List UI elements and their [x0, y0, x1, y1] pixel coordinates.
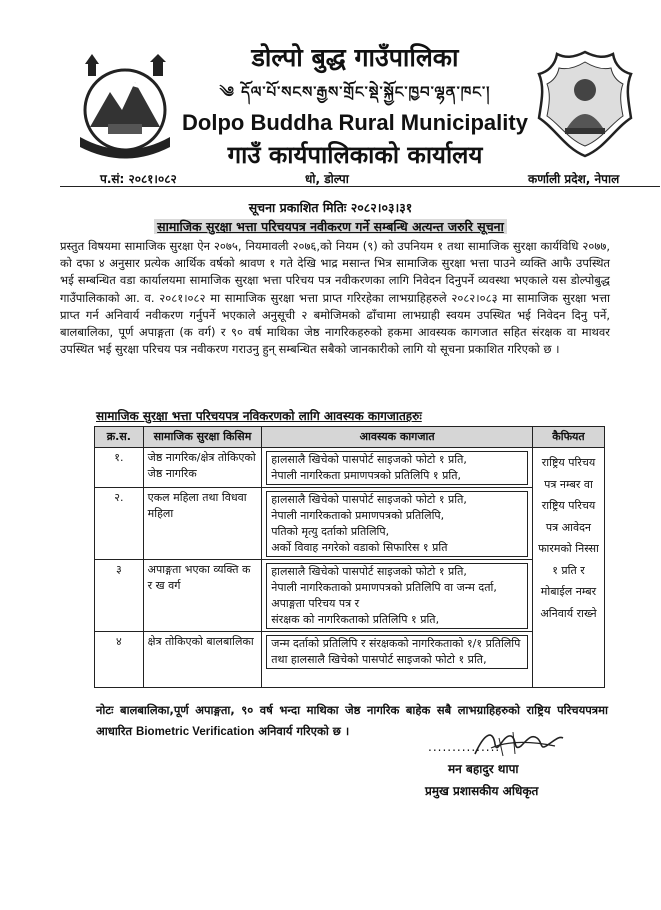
document-item: हालसालै खिचेको पासपोर्ट साइजको फोटो १ प्रति, [271, 565, 467, 578]
buddha-emblem-logo [535, 48, 635, 160]
table-row [95, 560, 605, 632]
row-remarks: राष्ट्रिय परिचय पत्र नम्बर वा राष्ट्रिय परिचय पत्र आवेदन फारमको निस्सा १ प्रति र मोबाईल नम्बर अनिवार्य राख्ने [532, 448, 604, 688]
row-sn: १. [95, 448, 144, 488]
document-item: नेपाली नागरिकताको प्रमाणपत्रको प्रतिलिपि वा जन्म दर्ता, [271, 581, 497, 594]
row-documents [262, 488, 533, 560]
municipality-title-tibetan: ༄ དོལ་པོ་སངས་རྒྱས་གྲོང་སྡེ་སྐྱོང་ཁྱབ་ལྷན་ཁང་། [219, 83, 491, 101]
header-divider [60, 186, 660, 187]
document-item: अर्को विवाह नगरेको वडाको सिफारिस १ प्रति [271, 541, 448, 554]
column-header-sn: क्र.स. [95, 427, 144, 448]
row-documents [262, 448, 533, 488]
table-row [95, 448, 605, 488]
row-sn: ४ [95, 632, 144, 688]
document-item: संरक्षक को नागरिकताको प्रतिलिपि १ प्रति, [271, 613, 440, 626]
office-title: गाउँ कार्यपालिकाको कार्यालय [227, 141, 483, 169]
row-documents [262, 560, 533, 632]
signer-title: प्रमुख प्रशासकीय अधिकृत [425, 784, 539, 798]
row-type: जेष्ठ नागरिक/क्षेत्र तोकिएको जेष्ठ नागरिक [143, 448, 262, 488]
notice-subject-text: सामाजिक सुरक्षा भत्ता परिचयपत्र नवीकरण गर्ने सम्बन्धि अत्यन्त जरुरि सूचना [154, 219, 507, 234]
notice-subject [0, 218, 661, 235]
signer-name: मन बहादुर थापा [448, 762, 519, 776]
document-item: नेपाली नागरिकता प्रमाणपत्रको प्रतिलिपि १ प्रति, [271, 469, 461, 482]
reference-number: प.सं: २०८१।०८२ [100, 172, 177, 186]
document-item: जन्म दर्ताको प्रतिलिपि र संरक्षकको नागरिकताको १/१ प्रतिलिपि तथा हालसालै खिचेको पासपोर्ट साइजको फोटो १ प्रति, [271, 637, 521, 666]
notice-body: प्रस्तुत विषयमा सामाजिक सुरक्षा ऐन २०७५, नियमावली २०७६,को नियम (९) को उपनियम १ तथा सामाजिक सुरक्षा कार्यविधि २०७७, को दफा ४ अनुसार प्रत्येक आर्थिक वर्षको श्रावण १ गते देखि भाद्र मसान्त भित्र सामाजिक सुरक्षा भत्ता पाउने व्यक्ति आफै उपस्थित भई सम्बन्धित वडा कार्यालयमा सामाजिक सुरक्षा भत्ता परिचय पत्र नवीकरणका लागि निवेदन दिनुपर्ने व्यवस्था भएकाले यस डोल्पोबुद्ध गाउँपालिकाको आ. व. २०८१।०८२ मा सामाजिक सुरक्षा भत्ता प्राप्त गरिरहेका लाभग्राहिहरुले २०८२।०८३ मा सामाजिक सुरक्षा भत्ता प्राप्त गर्न अनिवार्य नवीकरण गर्नुपर्ने भएकाले अनुसूची २ बमोजिमको ढाँचामा लाभग्राही स्वयम उपस्थित भई निवेदन दिनु पर्ने, बालबालिका, पूर्ण अपाङ्गता (क वर्ग) र ९० वर्ष माथिका जेष्ठ नागरिकहरुको हकमा आवस्यक कागजात सहित संरक्षक वा माथवर उपस्थित भई सुरक्षा परिचय पत्र नवीकरण गराउनु हुन् सम्बन्धित सबैको जानकारीको लागि यो सूचना प्रकाशित गरिएको छ । [60, 239, 610, 357]
table-row [95, 632, 605, 688]
row-type: क्षेत्र तोकिएको बालबालिका [143, 632, 262, 688]
requirements-table [94, 426, 605, 688]
province-label: कर्णाली प्रदेश, नेपाल [528, 172, 620, 186]
publish-date: सूचना प्रकाशित मितिः २०८२।०३।३१ [248, 200, 413, 215]
row-sn: २. [95, 488, 144, 560]
column-header-type: सामाजिक सुरक्षा किसिम [143, 427, 262, 448]
note-text: बालबालिका,पूर्ण अपाङ्गता, ९० वर्ष भन्दा माथिका जेष्ठ नागरिक बाहेक सबै लाभग्राहिहरुको राष्ट्रिय परिचयपत्रमा आधारित [96, 703, 608, 738]
row-type: अपाङ्गता भएका व्यक्ति क र ख वर्ग [143, 560, 262, 632]
row-type: एकल महिला तथा विधवा महिला [143, 488, 262, 560]
table-header-row [95, 427, 605, 448]
nepal-emblem-logo [70, 52, 180, 162]
signature-line: ............... [428, 740, 501, 754]
row-documents [262, 632, 533, 688]
document-item: पतिको मृत्यु दर्ताको प्रतिलिपि, [271, 525, 390, 538]
note-text-end: अनिवार्य गरिएको छ । [254, 724, 350, 738]
office-location: धो, डोल्पा [305, 172, 349, 186]
table-row [95, 488, 605, 560]
column-header-documents: आवस्यक कागजात [262, 427, 533, 448]
note-label: नोटः [96, 703, 114, 717]
row-sn: ३ [95, 560, 144, 632]
document-item: अपाङ्गता परिचय पत्र र [271, 597, 360, 610]
document-item: हालसालै खिचेको पासपोर्ट साइजको फोटो १ प्रति, [271, 493, 467, 506]
note-english-term: Biometric Verification [136, 726, 255, 738]
table-heading: सामाजिक सुरक्षा भत्ता परिचयपत्र नविकरणको लागि आवस्यक कागजातहरुः [96, 409, 422, 423]
document-item: हालसालै खिचेको पासपोर्ट साइजको फोटो १ प्रति, [271, 453, 467, 466]
municipality-title-nepali: डोल्पो बुद्ध गाउँपालिका [251, 43, 459, 72]
column-header-remarks: कैफियत [532, 427, 604, 448]
document-item: नेपाली नागरिकताको प्रमाणपत्रको प्रतिलिपि, [271, 509, 445, 522]
municipality-title-english: Dolpo Buddha Rural Municipality [182, 110, 528, 135]
